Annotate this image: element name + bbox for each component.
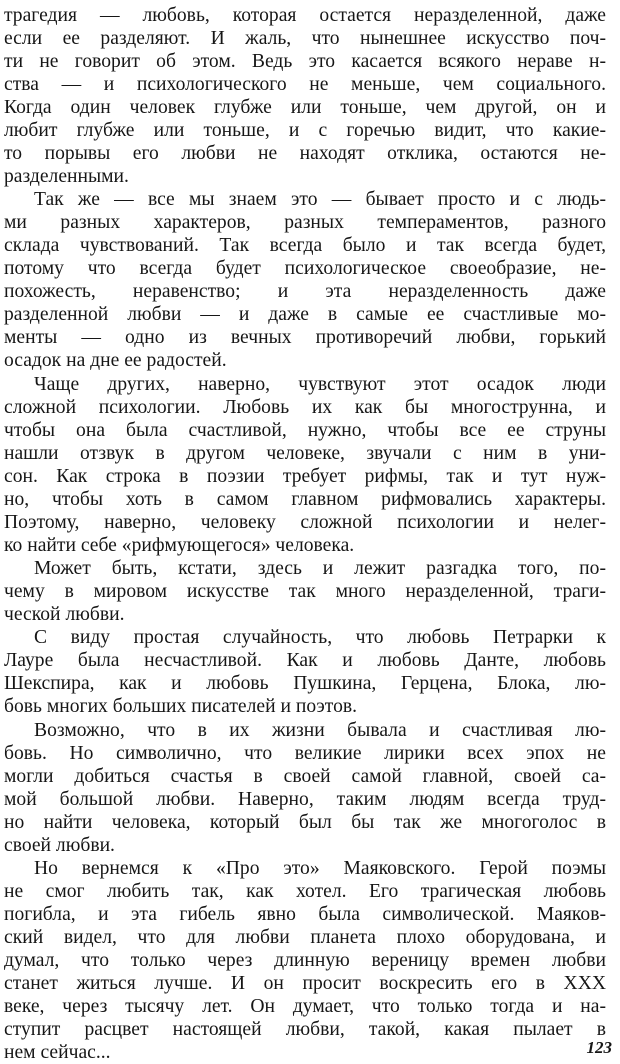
text-line: то порывы его любви не находят отклика, остаются не- bbox=[4, 143, 606, 164]
text-line: Чаще других, наверно, чувствуют этот осадок люди bbox=[34, 373, 606, 395]
text-line: потому что всегда будет психологическое своеобразие, не- bbox=[4, 258, 606, 280]
text-line: бовь. Но символично, что великие лирики всех эпох не bbox=[4, 742, 606, 764]
paragraph bbox=[4, 188, 606, 372]
text-line: ко найти себе «рифмующегося» человека. bbox=[4, 534, 355, 556]
text-line: погибла, и эта гибель явно была символической. Маяков- bbox=[4, 903, 606, 925]
text-line: Возможно, что в их жизни бывала и счастливая лю- bbox=[34, 719, 606, 741]
text-line: но найти человека, который был бы так же многоголос в bbox=[4, 811, 606, 833]
text-line: если ее разделяют. И жаль, что нынешнее искусство поч- bbox=[4, 28, 606, 49]
text-line: склада чувствований. Так всегда было и так всегда будет, bbox=[4, 235, 606, 257]
text-line: нем сейчас... bbox=[4, 1041, 111, 1063]
text-line: ми разных характеров, разных темпераментов, разного bbox=[4, 212, 606, 234]
paragraph bbox=[4, 373, 606, 557]
text-line: Но вернемся к «Про это» Маяковского. Герой поэмы bbox=[34, 857, 606, 879]
paragraph bbox=[4, 557, 606, 626]
text-line: менты — одно из вечных противоречий любви, горький bbox=[4, 327, 606, 349]
paragraph bbox=[4, 719, 606, 857]
text-line: сон. Как строка в поэзии требует рифмы, так и тут нуж- bbox=[4, 465, 606, 487]
text-line: похожесть, неравенство; и эта неразделенность даже bbox=[4, 281, 606, 303]
text-line: ства — и психологического не меньше, чем социального. bbox=[4, 74, 606, 95]
text-line: сложной психологии. Любовь их как бы многострунна, и bbox=[4, 396, 606, 418]
text-line: Лауре была несчастливой. Как и любовь Данте, любовь bbox=[4, 650, 606, 672]
text-line: думал, что только через длинную вереницу времен любви bbox=[4, 949, 606, 971]
text-line: бовь многих больших писателей и поэтов. bbox=[4, 696, 358, 718]
text-line: ступит расцвет настоящей любви, такой, какая пылает в bbox=[4, 1018, 606, 1040]
text-line: могли добиться счастья в своей самой главной, своей са- bbox=[4, 765, 606, 787]
text-line: Шекспира, как и любовь Пушкина, Герцена, Блока, лю- bbox=[4, 673, 606, 695]
text-line: осадок на дне ее радостей. bbox=[4, 350, 227, 372]
text-line: не смог любить так, как хотел. Его трагическая любовь bbox=[4, 880, 606, 902]
paragraph bbox=[4, 626, 606, 718]
text-line: Может быть, кстати, здесь и лежит разгадка того, по- bbox=[34, 557, 606, 579]
text-line: нашли отзвук в другом человеке, звучали с ним в уни- bbox=[4, 442, 606, 464]
text-line: своей любви. bbox=[4, 834, 115, 856]
text-line: ский видел, что для любви планета плохо оборудована, и bbox=[4, 926, 606, 948]
text-line: разделенной любви — и даже в самые ее счастливые мо- bbox=[4, 304, 606, 326]
text-line: С виду простая случайность, что любовь Петрарки к bbox=[34, 627, 606, 649]
page-number: 123 bbox=[586, 1038, 612, 1057]
text-line: чему в мировом искусстве так много неразделенной, траги- bbox=[4, 580, 606, 602]
text-line: веке, через тысячу лет. Он думает, что только тогда и на- bbox=[4, 995, 606, 1017]
text-line: любит глубже или тоньше, и с горечью видит, что какие- bbox=[4, 120, 606, 141]
paragraph bbox=[4, 4, 606, 188]
text-line: но, чтобы хоть в самом главном рифмовались характеры. bbox=[4, 488, 606, 510]
text-line: разделенными. bbox=[4, 166, 129, 187]
text-line: ти не говорит об этом. Ведь это касается всякого нераве н- bbox=[4, 51, 606, 72]
text-line: мой большой любви. Наверно, таким людям всегда труд- bbox=[4, 788, 606, 810]
text-line: станет житься лучше. И он просит воскресить его в XXX bbox=[4, 972, 606, 994]
text-line: ческой любви. bbox=[4, 603, 125, 625]
text-line: Так же — все мы знаем это — бывает просто и с людь- bbox=[34, 189, 606, 211]
text-line: чтобы она была счастливой, нужно, чтобы все ее струны bbox=[4, 419, 606, 441]
text-line: Когда один человек глубже или тоньше, чем другой, он и bbox=[4, 97, 606, 118]
text-line: Поэтому, наверно, человеку сложной психологии и нелег- bbox=[4, 511, 606, 533]
paragraph bbox=[4, 857, 606, 1064]
text-line: трагедия — любовь, которая остается неразделенной, даже bbox=[4, 5, 606, 26]
